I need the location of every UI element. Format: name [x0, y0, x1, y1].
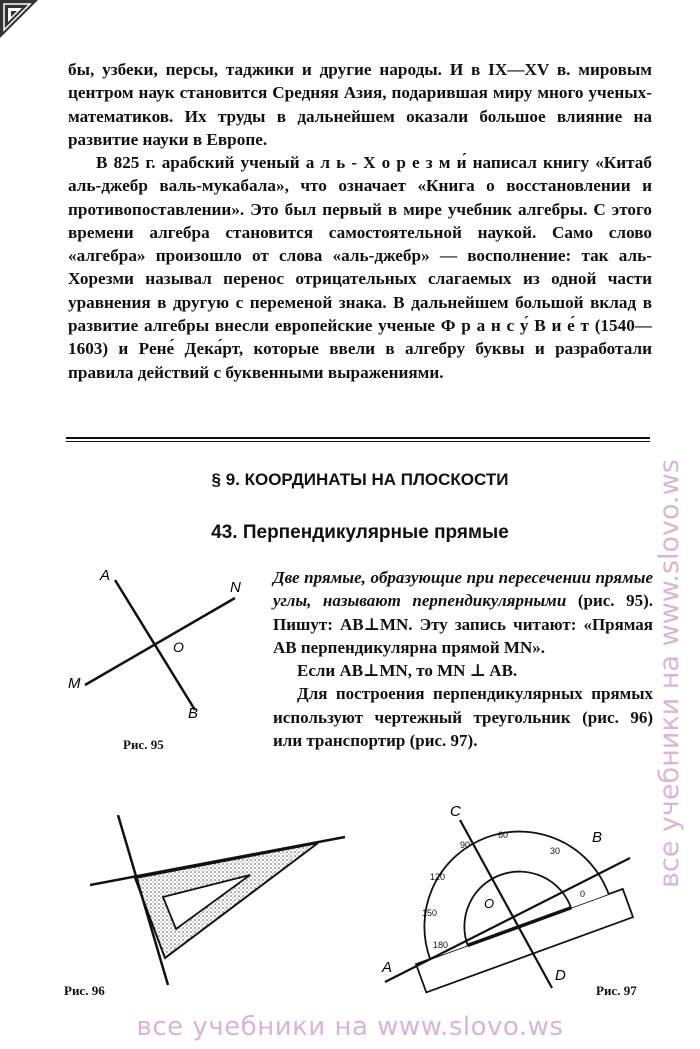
divider-top: [66, 437, 650, 439]
fig97-scale-0: 0: [580, 889, 586, 899]
divider-bottom: [66, 441, 650, 442]
paragraph-history-2: В 825 г. арабский ученый а л ь - Х о р е з м и́ написал книгу «Китаб аль-джебр валь-мукабала», что означает «Книга о восстановлении и противопоставлении». Это был первый в мире учебник алгебры. С этого времени алгебра становится самостоятельной наукой. Само слово «алгебра» произошло от слова «аль-джебр» — восполнение: так аль-Хорезми называл перенос отрицательных слагаемых из одной части уравнения в другую с переменой знака. В дальнейшем большой вклад в развитие алгебры внесли европейские ученые Ф р а н с у́ В и е́ т (1540—1603) и Рене́ Дека́рт, которые ввели в алгебру буквы и разработали правила действий с буквенными выражениями.: [68, 153, 652, 382]
section-title: § 9. КООРДИНАТЫ НА ПЛОСКОСТИ: [211, 470, 509, 489]
fig97-scale-180: 180: [433, 940, 449, 950]
fig95-label-b: B: [188, 705, 199, 722]
figure-97-protractor: [380, 800, 650, 1000]
fig96-caption: Рис. 96: [64, 983, 105, 998]
fig97-label-o: O: [484, 896, 495, 911]
fig97-scale-60: 60: [498, 830, 509, 840]
fig95-label-m: M: [68, 675, 81, 692]
corner-ornament-icon: [0, 0, 38, 38]
svg-text:все учебники на www.slovo.ws: все учебники на www.slovo.ws: [654, 459, 685, 888]
paragraph-history-1: бы, узбеки, персы, таджики и другие народы. И в IX—XV в. мировым центром наук становится Средняя Азия, подарившая миру много ученых-математиков. Их труды в дальнейшем оказали большое влияние на развитие науки в Европе.: [68, 60, 652, 149]
fig95-label-a: A: [100, 567, 111, 584]
watermark-bottom: все учебники на www.slovo.ws: [136, 1012, 564, 1042]
fig97-label-a: A: [382, 959, 393, 976]
fig95-label-o: O: [173, 639, 184, 655]
fig97-caption: Рис. 97: [596, 983, 637, 998]
fig97-label-c: C: [450, 803, 461, 820]
definition-italic: Две прямые, образующие при пересечении прямые углы, называют перпендикулярными: [273, 568, 653, 611]
definition-rest: (рис. 95). Пишут: AB⊥MN. Эту запись читают: «Прямая AB перпендикулярна прямой MN».: [273, 591, 653, 657]
subsection-title: 43. Перпендикулярные прямые: [211, 522, 509, 543]
fig97-scale-30: 30: [550, 846, 561, 856]
fig97-scale-120: 120: [430, 872, 446, 882]
fig97-label-d: D: [555, 967, 566, 984]
definition-text: [273, 566, 653, 752]
fig95-label-n: N: [230, 579, 241, 596]
definition-line2: Если AB⊥MN, то MN ⊥ AB.: [297, 661, 518, 681]
fig97-scale-150: 150: [422, 908, 438, 918]
figure-95-perpendicular-lines: [60, 560, 270, 740]
figure-96-set-square: [90, 815, 350, 990]
fig95-caption: Рис. 95: [123, 737, 164, 752]
definition-line3: Для построения перпендикулярных прямых используют чертежный треугольник (рис. 96) или транспортир (рис. 97).: [273, 684, 653, 751]
fig97-scale-90: 90: [460, 840, 471, 850]
watermark-vertical: [648, 150, 688, 890]
fig97-label-b: B: [592, 829, 603, 846]
